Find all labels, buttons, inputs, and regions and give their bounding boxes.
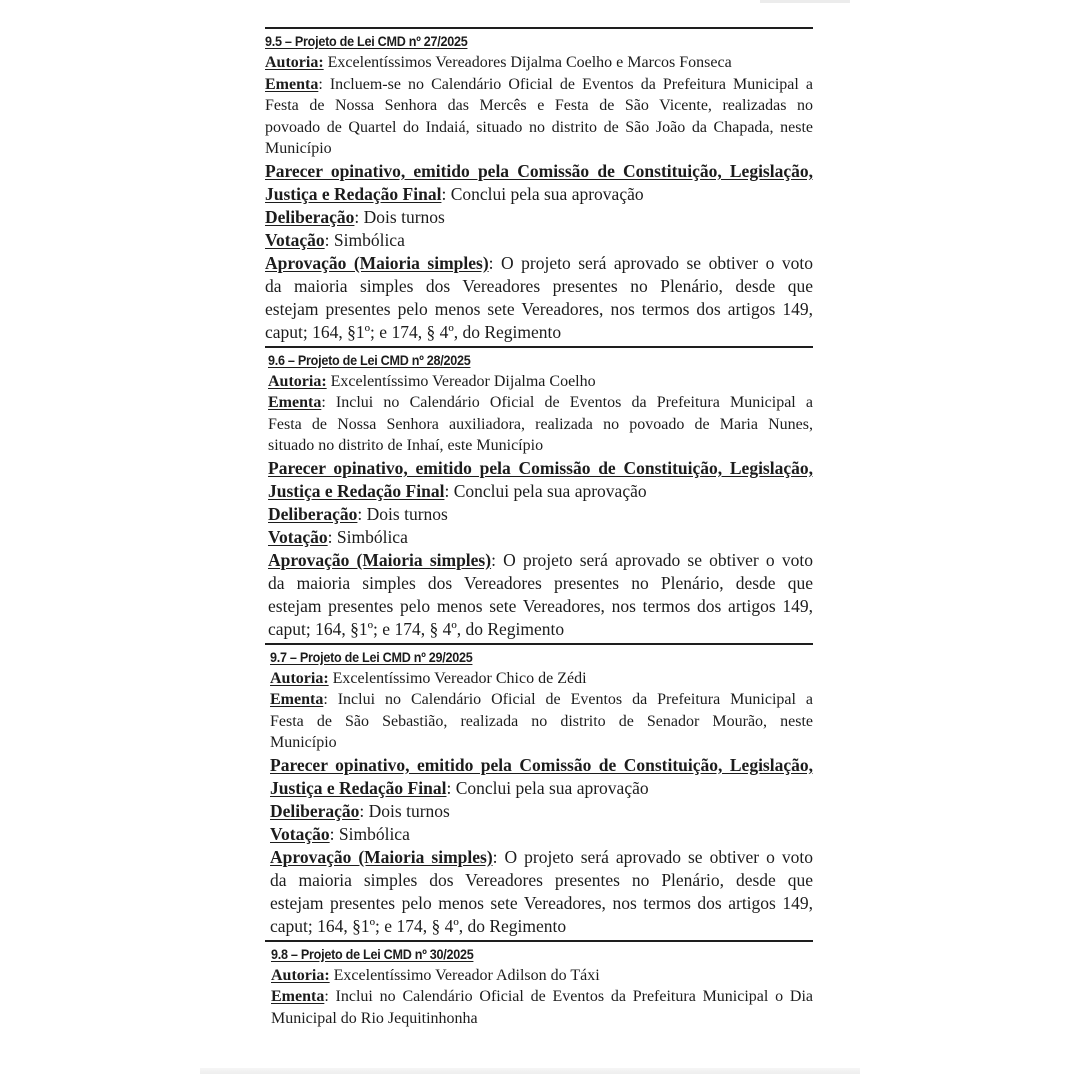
item-heading: 9.6 – Projeto de Lei CMD nº 28/2025: [268, 351, 471, 368]
aprovacao-text: : O projeto será aprovado se obtiver o voto: [488, 252, 813, 273]
aprovacao-text: : O projeto será aprovado se obtiver o voto: [492, 846, 813, 867]
votacao-line: [265, 229, 813, 252]
parecer-label-cont: Justiça e Redação Final: [268, 480, 445, 501]
aprovacao-label: Aprovação (Maioria simples): [268, 549, 492, 570]
ementa-line: Festa de Nossa Senhora auxiliadora, realizada no povoado de Maria Nunes,: [268, 415, 813, 433]
aprovacao-line: da maioria simples dos Vereadores presentes no Plenário, desde que: [265, 275, 813, 296]
ementa-line: [270, 689, 813, 711]
autoria-line: [271, 965, 813, 987]
parecer-label: Parecer opinativo, emitido pela Comissão de Constituição, Legislação,: [268, 457, 813, 478]
item-9-8: [265, 940, 813, 1030]
parecer-label-cont: Justiça e Redação Final: [265, 183, 442, 204]
autoria-label: Autoria:: [270, 669, 329, 687]
parecer-label: Parecer opinativo, emitido pela Comissão de Constituição, Legislação,: [265, 160, 813, 181]
autoria-label: Autoria:: [265, 54, 324, 71]
item-heading: 9.8 – Projeto de Lei CMD nº 30/2025: [271, 945, 474, 962]
ementa-label: Ementa: [271, 988, 325, 1005]
autoria-value: Excelentíssimo Vereador Dijalma Coelho: [330, 372, 596, 390]
ementa-text: : Inclui no Calendário Oficial de Eventos da Prefeitura Municipal a: [323, 691, 813, 708]
autoria-value: Excelentíssimo Vereador Chico de Zédi: [332, 669, 587, 687]
item-9-6: [265, 346, 813, 641]
ementa-line: [265, 74, 813, 96]
votacao-value: : Simbólica: [327, 526, 408, 547]
deliberacao-value: : Dois turnos: [354, 206, 445, 227]
ementa-line: Municipal do Rio Jequitinhonha: [271, 1009, 478, 1027]
votacao-label: Votação: [265, 229, 325, 250]
ementa-text: : Incluem-se no Calendário Oficial de Eventos da Prefeitura Municipal a: [318, 75, 813, 93]
item-heading: 9.7 – Projeto de Lei CMD nº 29/2025: [270, 648, 473, 665]
ementa-line: povoado de Quartel do Indaiá, situado no distrito de São João da Chapada, neste: [265, 118, 813, 136]
ementa-line: situado no distrito de Inhaí, este Município: [268, 437, 544, 454]
autoria-line: [268, 371, 813, 393]
aprovacao-line: estejam presentes pelo menos sete Vereadores, nos termos dos artigos 149,: [268, 595, 813, 616]
document-page: [265, 27, 813, 1031]
scan-edge-bottom: [200, 1068, 860, 1074]
scan-edge-top: [760, 0, 850, 3]
aprovacao-line: [268, 549, 813, 572]
parecer-label: Parecer opinativo, emitido pela Comissão de Constituição, Legislação,: [270, 754, 813, 775]
parecer-label-cont: Justiça e Redação Final: [270, 777, 447, 798]
aprovacao-line: caput; 164, §1º; e 174, § 4º, do Regimento: [265, 321, 562, 342]
parecer-line: [265, 183, 813, 206]
ementa-line: Festa de Nossa Senhora das Mercês e Festa de São Vicente, realizadas no: [265, 97, 813, 114]
parecer-label-line: [270, 754, 813, 777]
parecer-line: [270, 777, 813, 800]
parecer-value: : Conclui pela sua aprovação: [444, 480, 647, 501]
item-heading: 9.5 – Projeto de Lei CMD nº 27/2025: [265, 33, 468, 49]
votacao-label: Votação: [270, 823, 330, 844]
aprovacao-line: da maioria simples dos Vereadores presentes no Plenário, desde que: [268, 572, 813, 593]
deliberacao-value: : Dois turnos: [357, 503, 448, 524]
aprovacao-text: : O projeto será aprovado se obtiver o voto: [491, 549, 813, 570]
autoria-label: Autoria:: [268, 372, 327, 390]
ementa-line: [268, 392, 813, 414]
ementa-line: Festa de São Sebastião, realizada no distrito de Senador Mourão, neste: [270, 712, 813, 730]
parecer-value: : Conclui pela sua aprovação: [441, 183, 644, 204]
item-9-7: [265, 643, 813, 938]
deliberacao-line: [270, 800, 813, 823]
autoria-value: Excelentíssimo Vereador Adilson do Táxi: [333, 966, 600, 984]
deliberacao-label: Deliberação: [265, 206, 355, 227]
autoria-line: [270, 668, 813, 690]
parecer-label-line: [268, 457, 813, 480]
parecer-line: [268, 480, 813, 503]
votacao-value: : Simbólica: [324, 229, 405, 250]
deliberacao-line: [265, 206, 813, 229]
votacao-line: [268, 526, 813, 549]
aprovacao-line: caput; 164, §1º; e 174, § 4º, do Regimento: [270, 915, 567, 936]
ementa-line: [271, 986, 813, 1008]
ementa-line: Município: [265, 140, 332, 157]
autoria-value: Excelentíssimos Vereadores Dijalma Coelho e Marcos Fonseca: [327, 54, 732, 71]
aprovacao-line: estejam presentes pelo menos sete Vereadores, nos termos dos artigos 149,: [265, 298, 813, 319]
deliberacao-label: Deliberação: [268, 503, 358, 524]
ementa-text: : Inclui no Calendário Oficial de Eventos da Prefeitura Municipal o Dia: [324, 988, 813, 1005]
item-9-5: [265, 27, 813, 344]
aprovacao-line: estejam presentes pelo menos sete Vereadores, nos termos dos artigos 149,: [270, 892, 813, 913]
ementa-line: Município: [270, 734, 337, 751]
ementa-label: Ementa: [268, 394, 322, 411]
aprovacao-line: da maioria simples dos Vereadores presentes no Plenário, desde que: [270, 869, 813, 890]
deliberacao-line: [268, 503, 813, 526]
autoria-label: Autoria:: [271, 966, 330, 984]
votacao-value: : Simbólica: [329, 823, 410, 844]
aprovacao-line: [265, 252, 813, 275]
parecer-label-line: [265, 160, 813, 183]
autoria-line: [265, 52, 813, 74]
aprovacao-label: Aprovação (Maioria simples): [265, 252, 489, 273]
ementa-label: Ementa: [270, 691, 324, 708]
deliberacao-value: : Dois turnos: [359, 800, 450, 821]
ementa-text: : Inclui no Calendário Oficial de Eventos da Prefeitura Municipal a: [321, 394, 813, 411]
aprovacao-label: Aprovação (Maioria simples): [270, 846, 493, 867]
votacao-label: Votação: [268, 526, 328, 547]
aprovacao-line: [270, 846, 813, 869]
ementa-label: Ementa: [265, 75, 319, 93]
deliberacao-label: Deliberação: [270, 800, 360, 821]
aprovacao-line: caput; 164, §1º; e 174, § 4º, do Regimento: [268, 618, 565, 639]
votacao-line: [270, 823, 813, 846]
parecer-value: : Conclui pela sua aprovação: [446, 777, 649, 798]
